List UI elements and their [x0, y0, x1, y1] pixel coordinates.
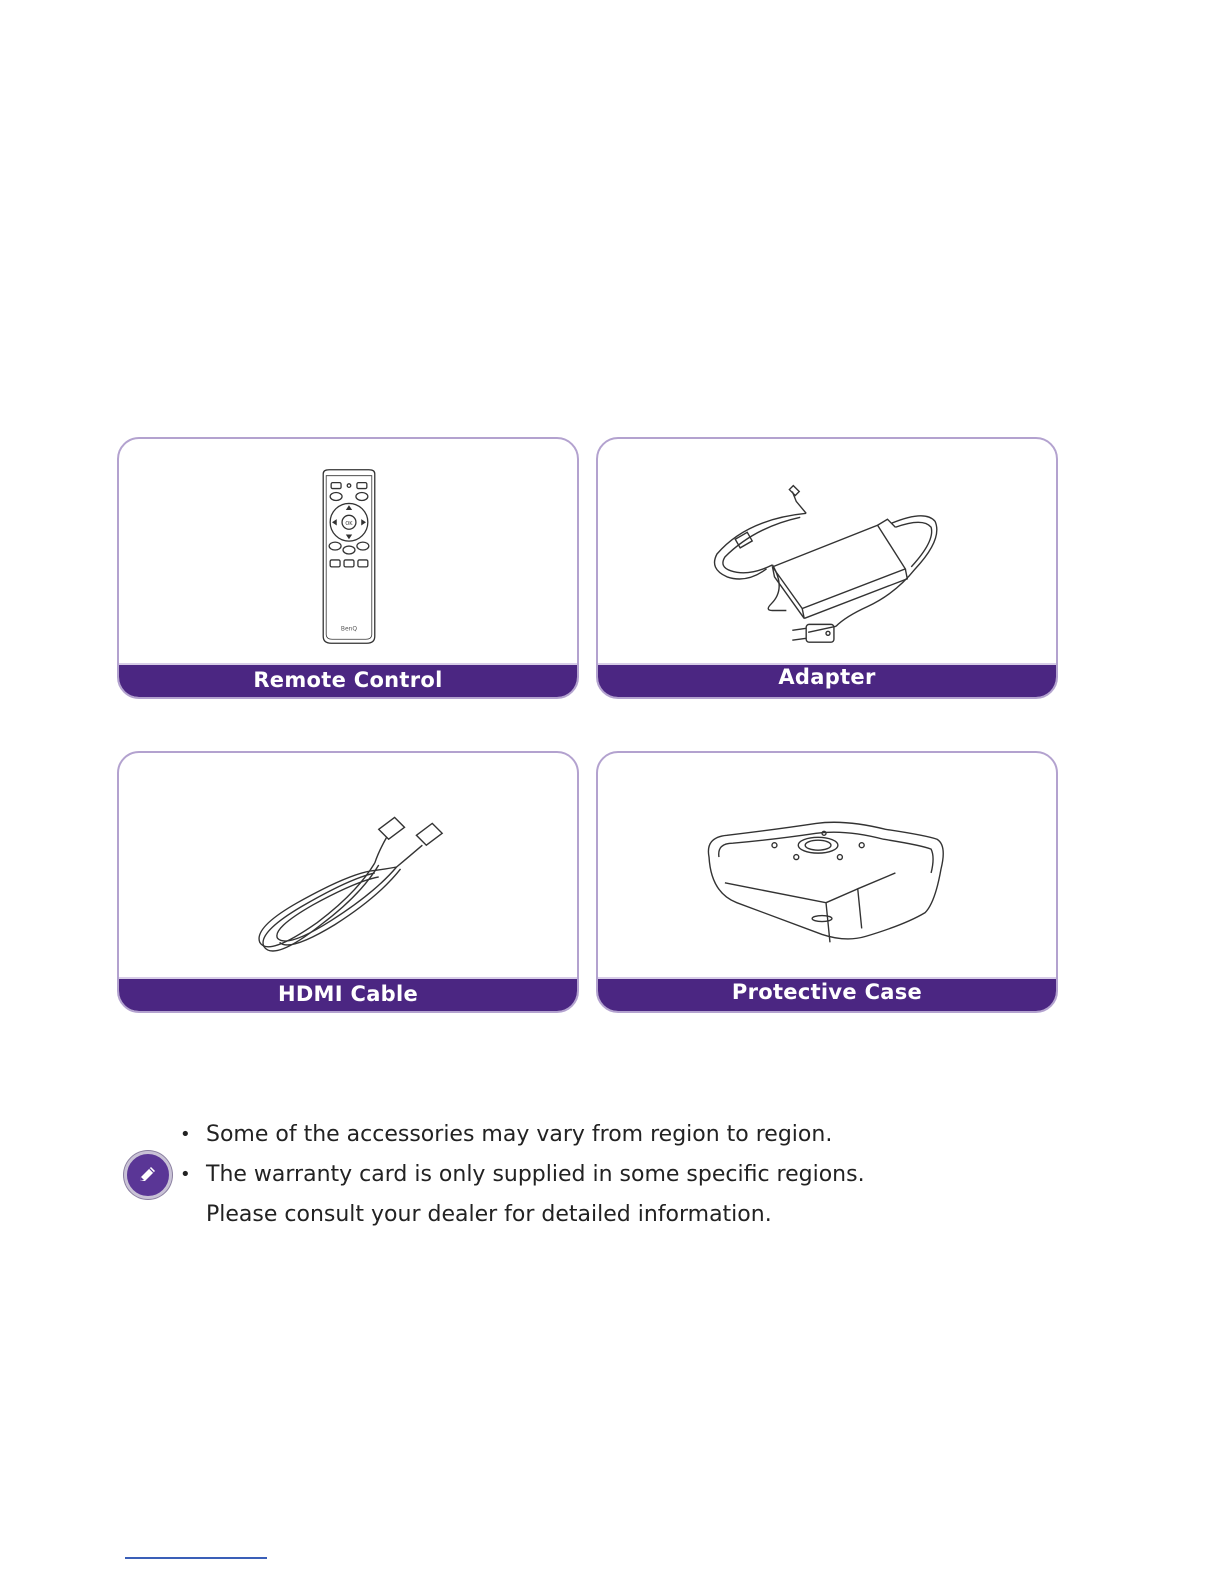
remote-brand-label: BenQ [340, 625, 358, 633]
accessory-card-remote-control [117, 437, 579, 699]
accessory-card-hdmi-cable [117, 751, 579, 1013]
note-text: The warranty card is only supplied in some specific regions. [206, 1162, 865, 1187]
note-text: Some of the accessories may vary from region to region. [206, 1122, 833, 1147]
accessory-label-adapter: Adapter [598, 663, 1056, 697]
remote-ok-label: OK [345, 521, 353, 528]
accessory-label-protective-case: Protective Case [598, 977, 1056, 1011]
accessory-label-hdmi-cable: HDMI Cable [119, 977, 577, 1011]
pencil-icon [124, 1151, 172, 1199]
note-item: • The warranty card is only supplied in some specific regions. Please consult your dealer for detailed information. [180, 1155, 865, 1235]
accessory-card-adapter [596, 437, 1058, 699]
protective-case-illustration [598, 753, 1056, 981]
accessory-card-protective-case [596, 751, 1058, 1013]
hdmi-cable-illustration [119, 753, 577, 981]
note-section [122, 1115, 1022, 1245]
note-list [180, 1115, 865, 1235]
note-text-continuation: Please consult your dealer for detailed information. [206, 1202, 772, 1227]
accessory-label-remote-control: Remote Control [119, 663, 577, 697]
remote-control-illustration [119, 439, 577, 667]
power-adapter-illustration [598, 439, 1056, 667]
footer-rule [125, 1557, 267, 1559]
note-item: • Some of the accessories may vary from region to region. [180, 1122, 833, 1147]
